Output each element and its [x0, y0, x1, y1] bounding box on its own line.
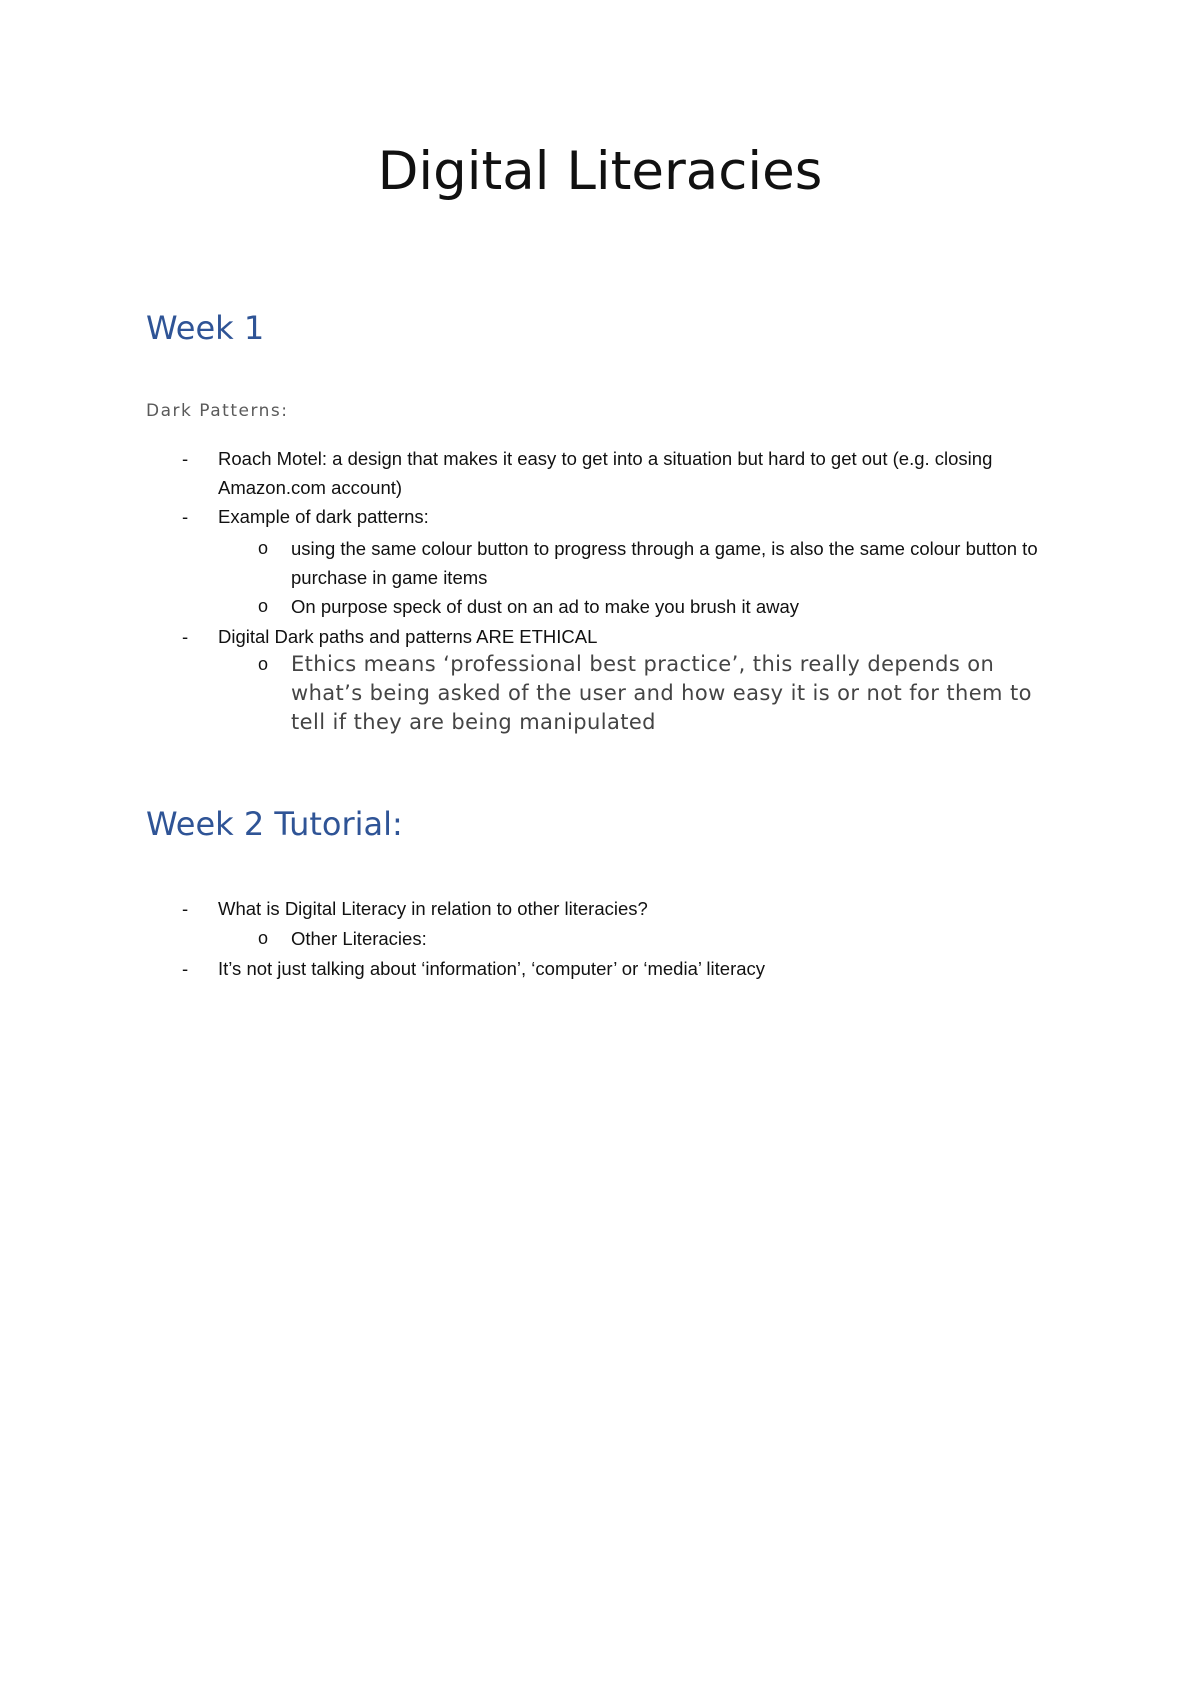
sub-list-item-text: using the same colour button to progress through a game, is also the same colour button to purchase in game items	[291, 538, 1038, 588]
dark-patterns-subheading: Dark Patterns:	[146, 401, 289, 421]
list-item-text: Example of dark patterns:	[218, 506, 429, 527]
list-item-text: What is Digital Literacy in relation to other literacies?	[218, 898, 648, 919]
circle-bullet: o	[258, 654, 269, 674]
dash-bullet: -	[182, 626, 189, 647]
dash-bullet: -	[182, 506, 189, 527]
list-item-text: Roach Motel: a design that makes it easy to get into a situation but hard to get out (e.g. closing Amazon.com account)	[218, 448, 993, 498]
page-title: Digital Literacies	[377, 141, 823, 202]
circle-bullet: o	[258, 538, 269, 558]
dash-bullet: -	[182, 958, 189, 979]
circle-bullet: o	[258, 596, 269, 616]
dash-bullet: -	[182, 898, 189, 919]
list-item-text: Digital Dark paths and patterns ARE ETHICAL	[218, 626, 598, 647]
sub-list-item-text: Other Literacies:	[291, 928, 427, 949]
sub-list-item-text: Ethics means ‘professional best practice’, this really depends on what’s being asked of the user and how easy it is or not for them to tell if they are being manipulated	[291, 652, 1032, 734]
sub-list-item-text: On purpose speck of dust on an ad to make you brush it away	[291, 596, 800, 617]
week-2-heading: Week 2 Tutorial:	[146, 805, 403, 843]
dash-bullet: -	[182, 448, 189, 469]
list-item-text: It’s not just talking about ‘information’, ‘computer’ or ‘media’ literacy	[218, 958, 766, 979]
week-1-heading: Week 1	[146, 309, 265, 347]
circle-bullet: o	[258, 928, 269, 948]
